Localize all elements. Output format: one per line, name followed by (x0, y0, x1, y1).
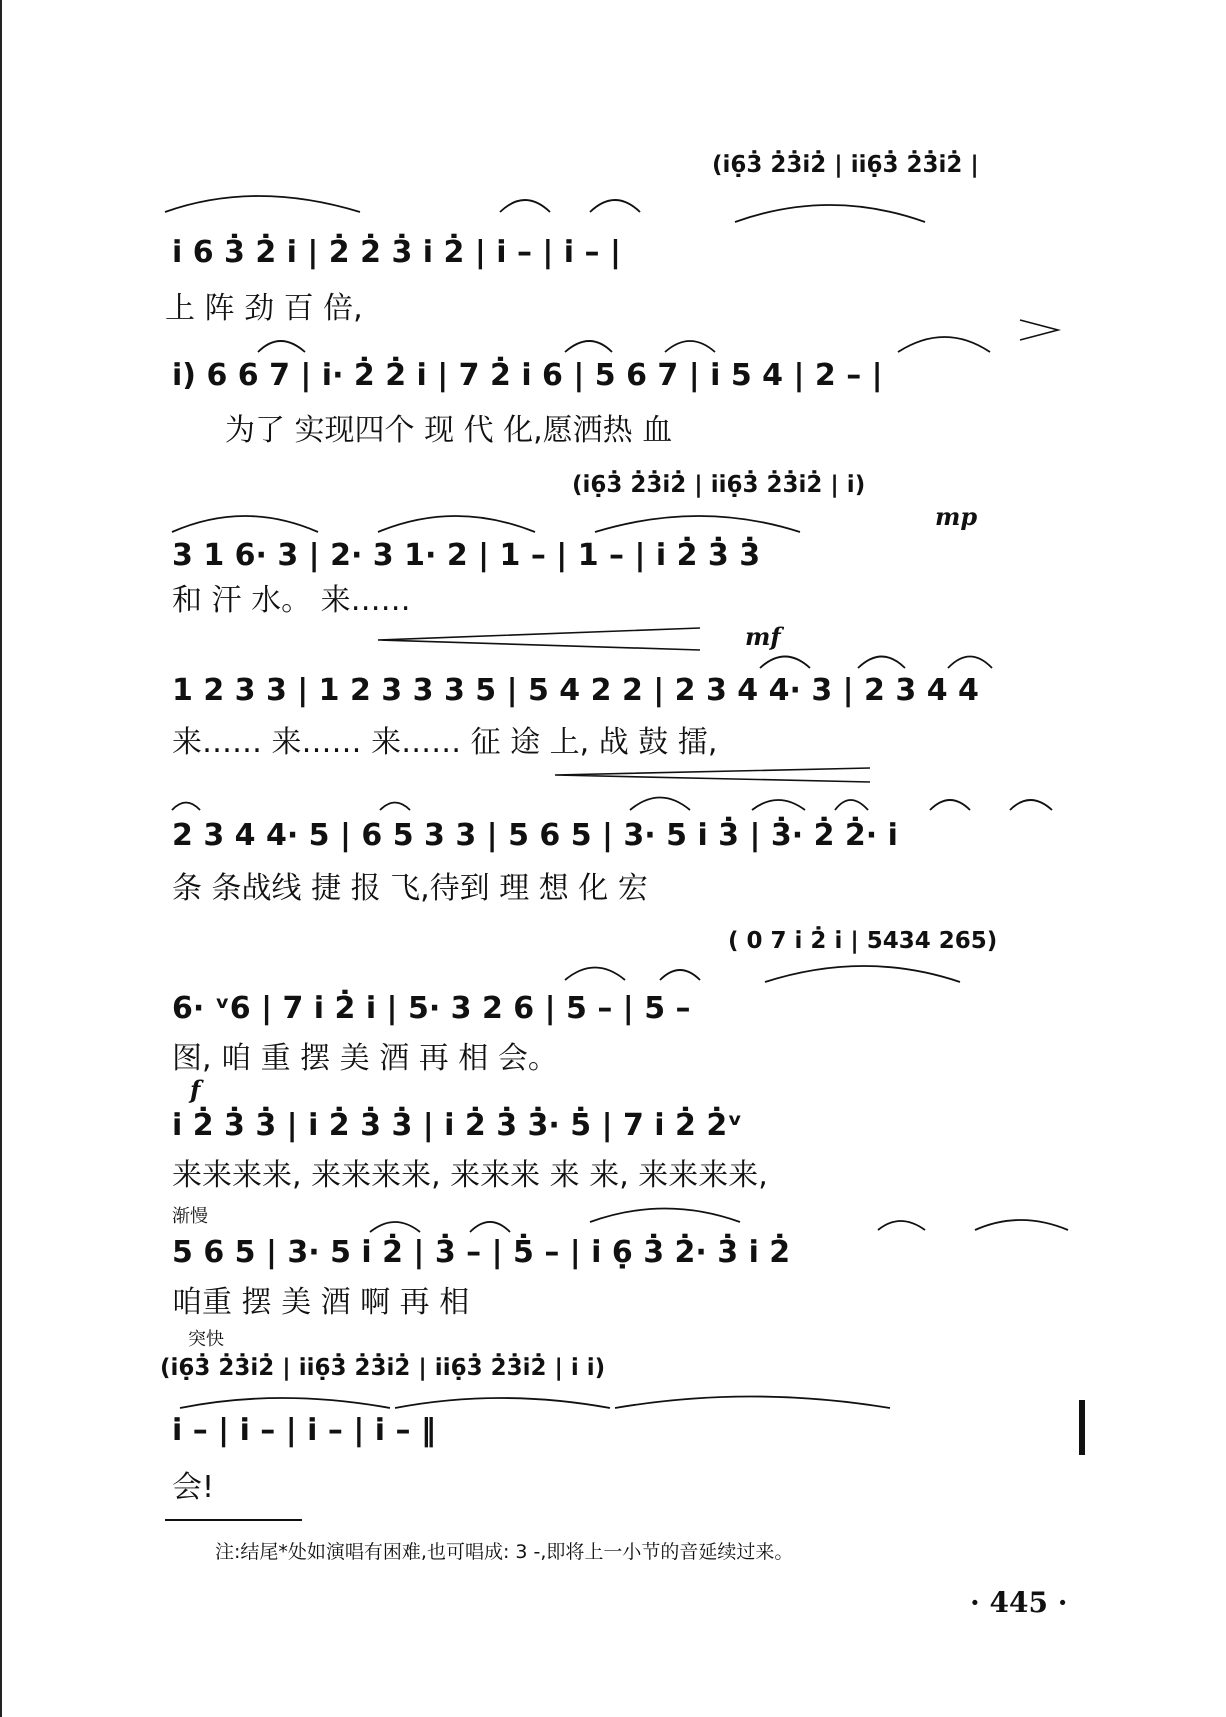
notation-line-9: i̇ – | i̇ – | i̇ – | i̇ – ‖ (172, 1413, 436, 1448)
dynamic-mf: mf (745, 622, 781, 651)
slur (835, 800, 868, 810)
slur (595, 516, 800, 532)
slur (930, 800, 970, 810)
system-8 (172, 1206, 1068, 1320)
slur (975, 1220, 1068, 1230)
slur (258, 341, 305, 352)
slur (172, 516, 318, 532)
slur (665, 341, 715, 352)
slur (380, 803, 410, 811)
slur (172, 803, 200, 811)
instrumental-line-9: (i̇6̣3̇ 2̇3̇i̇2̇ | i̇i̇6̣3̇ 2̇3̇i̇2̇ | i̇i̇6̣3̇ 2̇3̇i̇2̇ | i̇ i̇) (160, 1355, 606, 1381)
slur (500, 200, 550, 212)
slur (878, 1221, 925, 1230)
instrumental-line-6: ( 0 7 i̇ 2̇ i̇ | 5434 265) (728, 928, 998, 954)
slur (1010, 800, 1052, 810)
tempo-mark-faster: 突快 (188, 1329, 224, 1350)
slur (370, 1222, 420, 1232)
dynamic-mp: mp (935, 502, 978, 531)
notation-line-3: 3 1 6· 3 | 2· 3 1· 2 | 1 – | 1 – | i̇ 2̇ 3̇ 3̇ (172, 538, 761, 573)
dynamic-f: f (190, 1075, 201, 1104)
lyrics-line-9: 会! (172, 1470, 215, 1505)
slur (660, 970, 700, 980)
lyrics-line-2: 为了 实现四个 现 代 化,愿洒热 血 (225, 413, 673, 448)
crescendo-hairpin (378, 628, 700, 650)
footnote: 注:结尾*处如演唱有困难,也可唱成: 3 -,即将上一小节的音延续过来。 (215, 1541, 794, 1563)
slur (858, 657, 905, 669)
tempo-mark-rit: 渐慢 (172, 1206, 208, 1227)
system-5 (172, 768, 1052, 906)
notation-line-1: i̇ 6 3̇ 2̇ i̇ | 2̇ 2̇ 3̇ i̇ 2̇ | i̇ – | i̇ – | (172, 235, 621, 270)
lyrics-line-6: 图, 咱 重 摆 美 酒 再 相 会。 (172, 1041, 558, 1076)
page-number: · 445 · (970, 1586, 1068, 1619)
system-7 (172, 1075, 768, 1193)
lyrics-line-7: 来来来来, 来来来来, 来来来 来 来, 来来来来, (172, 1158, 768, 1193)
lyrics-line-3: 和 汗 水。 来…… (172, 583, 411, 618)
notation-line-7: i̇ 2̇ 3̇ 3̇ | i̇ 2̇ 3̇ 3̇ | i̇ 2̇ 3̇ 3̇· 5̇ | 7 i̇ 2̇ 2̇ᵛ (172, 1108, 743, 1143)
slur (590, 200, 640, 212)
lyrics-line-4: 来…… 来…… 来…… 征 途 上, 战 鼓 擂, (172, 725, 718, 760)
accent-mark (1020, 320, 1058, 340)
slur (590, 1209, 740, 1223)
lyrics-line-1: 上 阵 劲 百 倍, (165, 291, 363, 326)
slur (565, 341, 612, 352)
system-1 (165, 150, 979, 326)
notation-line-8: 5 6 5 | 3· 5 i̇ 2̇ | 3̇ – | 5̇ – | i̇ 6̣ 3̇ 2̇· 3̇ i̇ 2̇ (172, 1235, 791, 1270)
slur (565, 968, 625, 981)
instrumental-line-3: (i̇6̣3̇ 2̇3̇i̇2̇ | i̇i̇6̣3̇ 2̇3̇i̇2̇ | i̇) (572, 472, 866, 498)
slur (898, 337, 990, 352)
slur (735, 205, 925, 222)
slur (615, 1397, 890, 1409)
system-9 (160, 1329, 1082, 1505)
notation-line-2: i̇) 6 6 7 | i̇· 2̇ 2̇ i̇ | 7 2̇ i̇ 6 | 5 6 7 | i̇ 5 4 | 2 – | (172, 358, 883, 393)
slur (395, 1398, 610, 1408)
system-3 (172, 470, 977, 618)
crescendo-hairpin (555, 768, 870, 782)
slur (378, 516, 535, 532)
slur (760, 657, 810, 669)
slur (165, 196, 360, 212)
system-6 (172, 926, 997, 1076)
slur (470, 1222, 510, 1232)
system-4 (172, 622, 992, 760)
notation-line-4: 1 2 3 3 | 1 2 3 3 3 5 | 5 4 2 2 | 2 3 4 4· 3 | 2 3 4 4 (172, 673, 979, 708)
slur (180, 1398, 390, 1408)
slur (948, 657, 992, 669)
slur (630, 798, 690, 811)
slur (752, 800, 805, 810)
lyrics-line-5: 条 条战线 捷 报 飞,待到 理 想 化 宏 (172, 871, 648, 906)
notation-line-6: 6· ᵛ6 | 7 i̇ 2̇ i̇ | 5· 3 2 6 | 5 – | 5 – (172, 991, 691, 1026)
lyrics-line-8: 咱重 摆 美 酒 啊 再 相 (172, 1285, 470, 1320)
system-2 (172, 320, 1058, 448)
notation-line-5: 2 3 4 4· 5 | 6 5 3 3 | 5 6 5 | 3· 5 i̇ 3̇ | 3̇· 2̇ 2̇· i̇ (172, 818, 898, 853)
instrumental-line-1: (i̇6̣3̇ 2̇3̇i̇2̇ | i̇i̇6̣3̇ 2̇3̇i̇2̇ | (712, 152, 979, 178)
slur (765, 966, 960, 982)
